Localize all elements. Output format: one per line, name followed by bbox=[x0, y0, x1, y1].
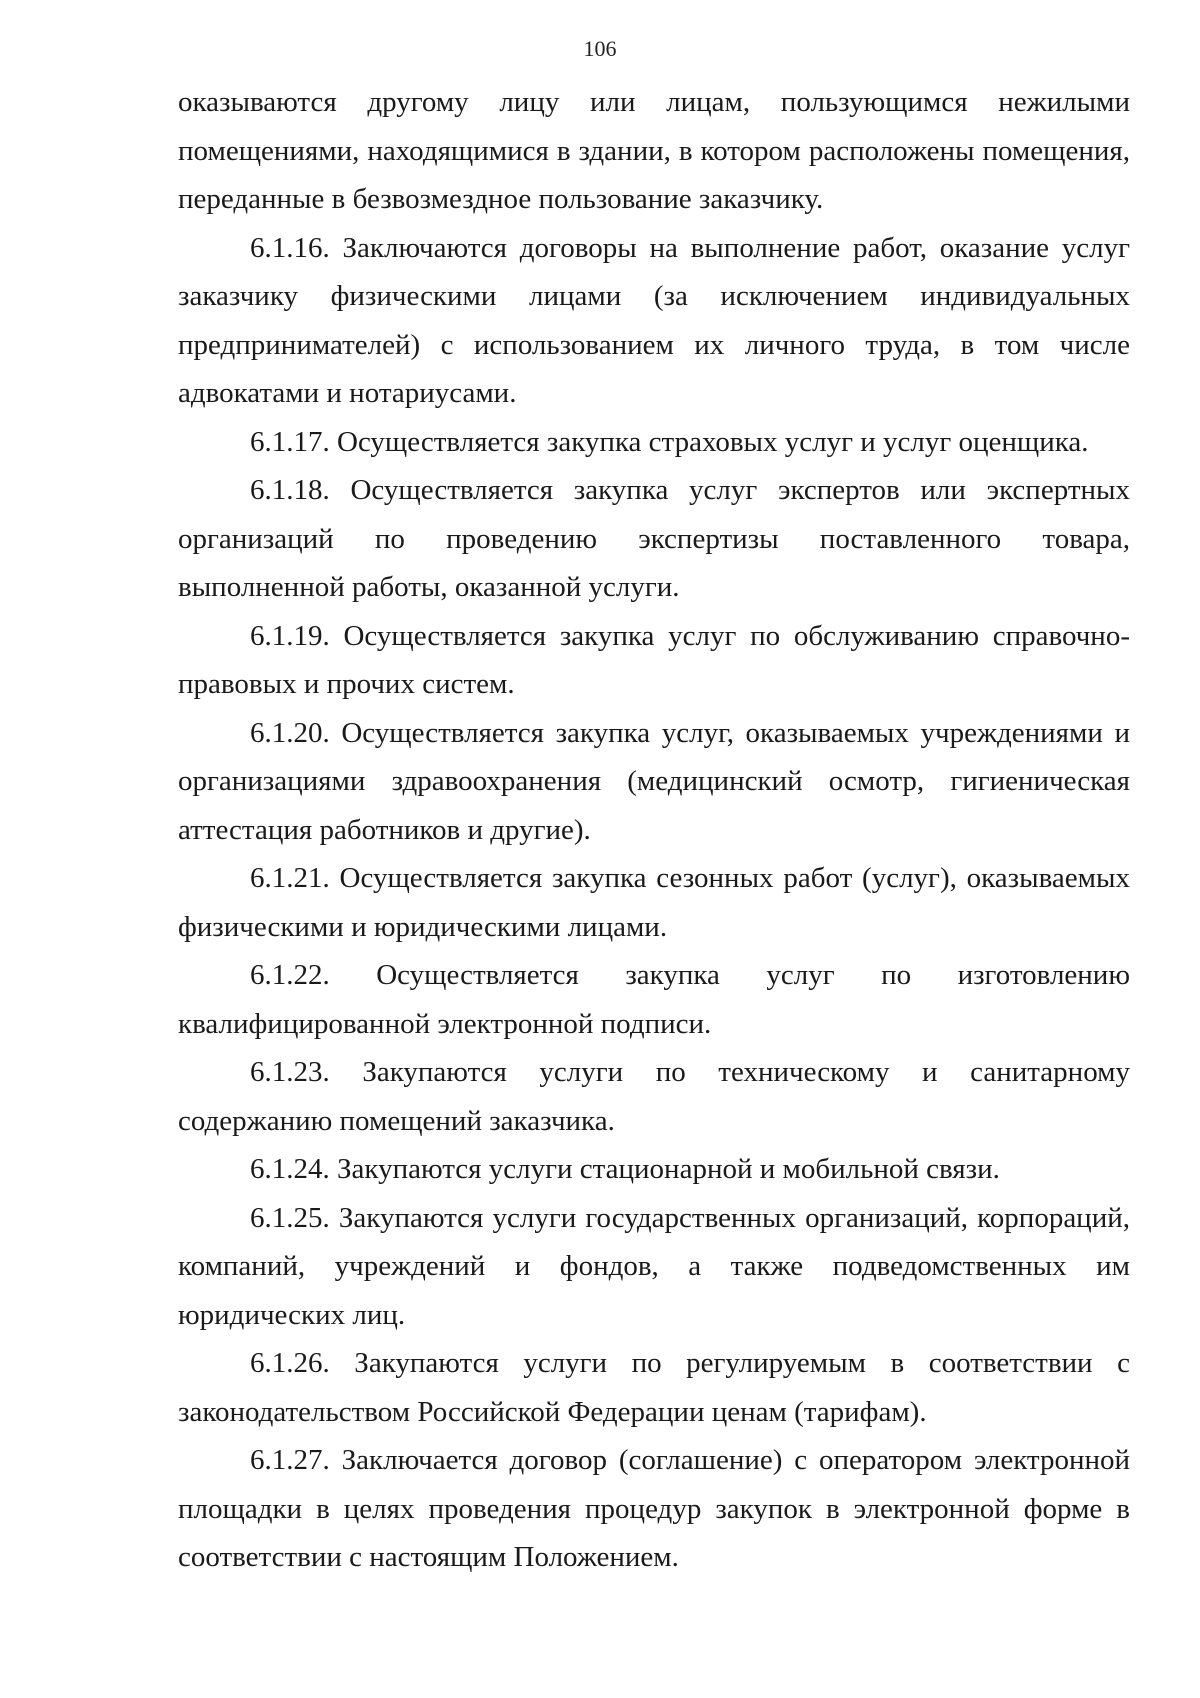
paragraph-6-1-16: 6.1.16. Заключаются договоры на выполнение работ, оказание услуг заказчику физическими лицами (за исключением индивидуальных предпринимателей) с использованием их личного труда, в том числе адвокатами и нотариусами. bbox=[178, 231, 1130, 409]
paragraph-continuation: оказываются другому лицу или лицам, пользующимся нежилыми помещениями, находящимися в здании, в котором расположены помещения, переданные в безвозмездное пользование заказчику. bbox=[178, 86, 1130, 215]
paragraph-6-1-20: 6.1.20. Осуществляется закупка услуг, оказываемых учреждениями и организациями здравоохранения (медицинский осмотр, гигиеническая аттестация работников и другие). bbox=[178, 716, 1130, 846]
paragraph-6-1-23: 6.1.23. Закупаются услуги по техническому и санитарному содержанию помещений заказчика. bbox=[178, 1056, 1130, 1137]
page-number: 106 bbox=[583, 36, 617, 61]
paragraph-6-1-25: 6.1.25. Закупаются услуги государственных организаций, корпораций, компаний, учреждений и фондов, а также подведомственных им юридических лиц. bbox=[178, 1201, 1130, 1331]
paragraph-6-1-17: 6.1.17. Осуществляется закупка страховых услуг и услуг оценщика. bbox=[250, 425, 1089, 458]
paragraph-6-1-21: 6.1.21. Осуществляется закупка сезонных работ (услуг), оказываемых физическими и юридическими лицами. bbox=[178, 862, 1130, 943]
paragraph-6-1-22: 6.1.22. Осуществляется закупка услуг по изготовлению квалифицированной электронной подписи. bbox=[178, 959, 1130, 1040]
paragraph-6-1-24: 6.1.24. Закупаются услуги стационарной и мобильной связи. bbox=[250, 1153, 1000, 1185]
paragraph-6-1-19: 6.1.19. Осуществляется закупка услуг по обслуживанию справочно-правовых и прочих систем. bbox=[178, 619, 1130, 700]
paragraph-6-1-18: 6.1.18. Осуществляется закупка услуг экспертов или экспертных организаций по проведению экспертизы поставленного товара, выполненной работы, оказанной услуги. bbox=[178, 474, 1130, 603]
paragraph-6-1-26: 6.1.26. Закупаются услуги по регулируемым в соответствии с законодательством Российской Федерации ценам (тарифам). bbox=[178, 1347, 1130, 1428]
document-body bbox=[178, 78, 1130, 1582]
paragraph-6-1-27: 6.1.27. Заключается договор (соглашение) с оператором электронной площадки в целях проведения процедур закупок в электронной форме в соответствии с настоящим Положением. bbox=[178, 1444, 1130, 1573]
